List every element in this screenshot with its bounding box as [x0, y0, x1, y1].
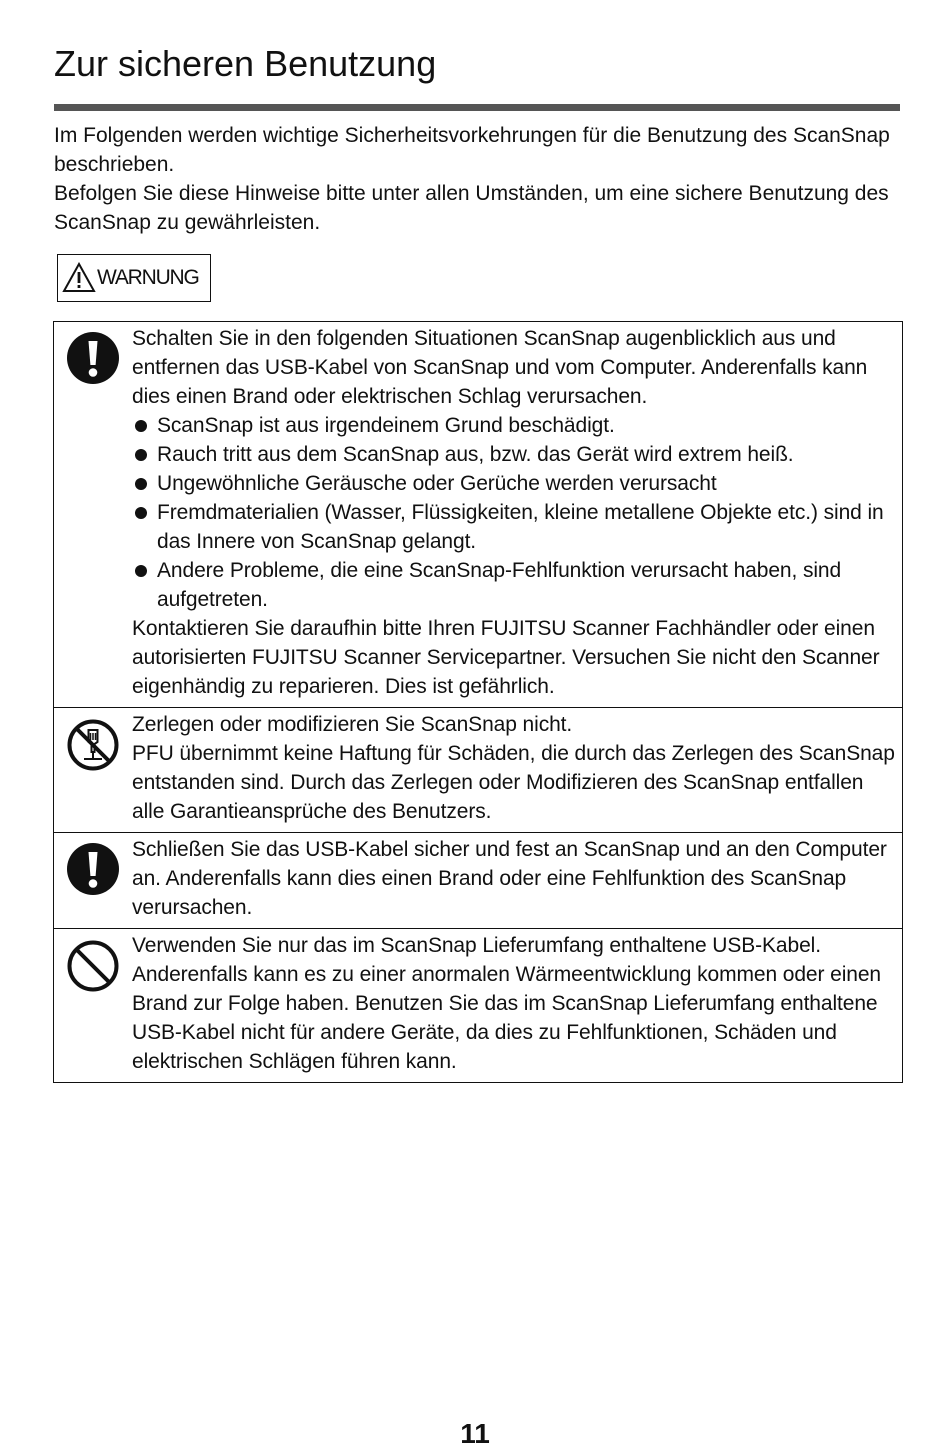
no-disassembly-icon: [66, 718, 120, 772]
intro-text: [54, 121, 900, 237]
list-item: Andere Probleme, die eine ScanSnap-Fehlfunktion verursacht haben, sind aufgetreten.: [132, 556, 898, 614]
warning-tail-text: Kontaktieren Sie daraufhin bitte Ihren FUJITSU Scanner Fachhändler oder einen autorisierten FUJITSU Scanner Servicepartner. Versuchen Sie nicht den Scanner eigenhändig zu reparieren. Dies ist gefährlich.: [132, 617, 880, 698]
warning-label: [57, 254, 211, 302]
situation-list: [132, 411, 898, 614]
warning-text: Verwenden Sie nur das im ScanSnap Lieferumfang enthaltene USB-Kabel. Anderenfalls kann es zu einer anormalen Wärmeentwicklung kommen oder einen Brand zur Folge haben. Benutzen Sie das im ScanSnap Lieferumfang enthaltene USB-Kabel nicht für andere Geräte, da dies zu Fehlfunktionen, Schäden und elektrischen Schlägen führen kann.: [132, 934, 882, 1073]
list-item: Fremdmaterialien (Wasser, Flüssigkeiten, kleine metallene Objekte etc.) sind in das Innere von ScanSnap gelangt.: [132, 498, 898, 556]
mandatory-exclamation-icon: [67, 332, 119, 384]
warning-lead-text: Schalten Sie in den folgenden Situationen ScanSnap augenblicklich aus und entfernen das USB-Kabel von ScanSnap und vom Computer. Anderenfalls kann dies einen Brand oder elektrischen Schlag verursachen.: [132, 327, 868, 408]
intro-paragraph: Im Folgenden werden wichtige Sicherheitsvorkehrungen für die Benutzung des ScanSnap beschrieben.: [54, 124, 890, 176]
page-title: Zur sicheren Benutzung: [54, 43, 437, 84]
intro-paragraph: Befolgen Sie diese Hinweise bitte unter allen Umständen, um eine sichere Benutzung des ScanSnap zu gewährleisten.: [54, 182, 889, 234]
list-item: Ungewöhnliche Geräusche oder Gerüche werden verursacht: [132, 469, 898, 498]
list-item: ScanSnap ist aus irgendeinem Grund beschädigt.: [132, 411, 898, 440]
warning-text: Schließen Sie das USB-Kabel sicher und fest an ScanSnap und an den Computer an. Anderenfalls kann dies einen Brand oder eine Fehlfunktion des ScanSnap verursachen.: [132, 838, 887, 919]
page-number: 11: [460, 1418, 490, 1449]
title-rule: [54, 104, 900, 111]
warning-row: [54, 928, 902, 1082]
mandatory-exclamation-icon: [67, 843, 119, 895]
prohibited-icon: [66, 939, 120, 993]
warning-row: [54, 322, 902, 707]
warning-table: [53, 321, 903, 1083]
warning-triangle-icon: [62, 262, 96, 294]
warning-text: Zerlegen oder modifizieren Sie ScanSnap nicht.: [132, 713, 573, 736]
warning-text: PFU übernimmt keine Haftung für Schäden, die durch das Zerlegen des ScanSnap entstanden sind. Durch das Zerlegen oder Modifizieren des ScanSnap entfallen alle Garantieansprüche des Benutzers.: [132, 742, 895, 823]
list-item: Rauch tritt aus dem ScanSnap aus, bzw. das Gerät wird extrem heiß.: [132, 440, 898, 469]
warning-row: [54, 832, 902, 928]
warning-row: [54, 707, 902, 832]
warning-label-text: WARNUNG: [97, 266, 199, 289]
